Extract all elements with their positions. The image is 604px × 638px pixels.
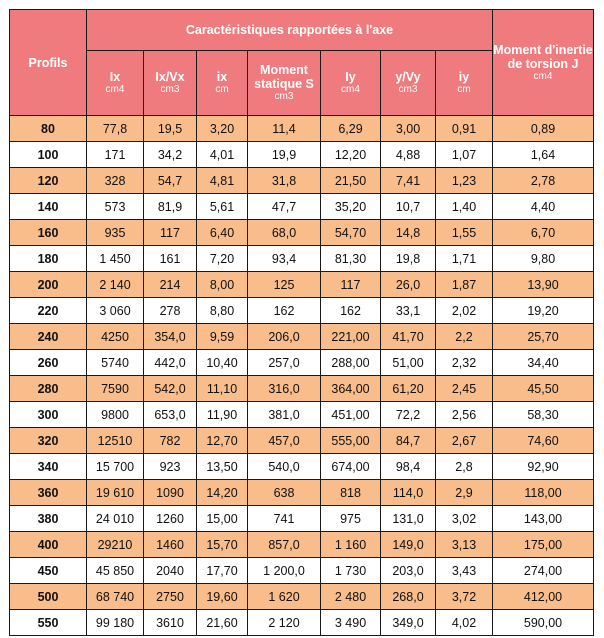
value-cell: 99 180: [87, 610, 144, 636]
value-cell: 54,70: [321, 220, 381, 246]
value-cell: 45,50: [493, 376, 594, 402]
value-cell: 3,02: [436, 506, 493, 532]
value-cell: 2 120: [248, 610, 321, 636]
value-cell: 117: [321, 272, 381, 298]
value-cell: 1090: [144, 480, 197, 506]
value-cell: 81,30: [321, 246, 381, 272]
value-cell: 58,30: [493, 402, 594, 428]
value-cell: 1,87: [436, 272, 493, 298]
column-label: Moment statique S: [254, 63, 314, 91]
profile-cell: 320: [10, 428, 87, 454]
value-cell: 118,00: [493, 480, 594, 506]
value-cell: 21,50: [321, 168, 381, 194]
value-cell: 7,41: [381, 168, 436, 194]
value-cell: 316,0: [248, 376, 321, 402]
value-cell: 1 200,0: [248, 558, 321, 584]
value-cell: 2,56: [436, 402, 493, 428]
value-cell: 7590: [87, 376, 144, 402]
value-cell: 2,67: [436, 428, 493, 454]
profile-cell: 260: [10, 350, 87, 376]
table-row: [10, 220, 594, 246]
value-cell: 2 480: [321, 584, 381, 610]
header-moment-statique: [248, 51, 321, 116]
value-cell: 9800: [87, 402, 144, 428]
value-cell: 3,13: [436, 532, 493, 558]
value-cell: 29210: [87, 532, 144, 558]
value-cell: 818: [321, 480, 381, 506]
value-cell: 8,80: [197, 298, 248, 324]
value-cell: 4,02: [436, 610, 493, 636]
header-iy-radius: [436, 51, 493, 116]
profile-cell: 300: [10, 402, 87, 428]
profile-cell: 380: [10, 506, 87, 532]
value-cell: 47,7: [248, 194, 321, 220]
table-row: [10, 428, 594, 454]
value-cell: 268,0: [381, 584, 436, 610]
header-profils: Profils: [10, 10, 87, 116]
value-cell: 17,70: [197, 558, 248, 584]
value-cell: 11,4: [248, 116, 321, 142]
value-cell: 1,23: [436, 168, 493, 194]
table-row: [10, 168, 594, 194]
value-cell: 162: [321, 298, 381, 324]
column-label: iy: [458, 70, 470, 84]
table-row: [10, 376, 594, 402]
value-cell: 72,2: [381, 402, 436, 428]
value-cell: 442,0: [144, 350, 197, 376]
value-cell: 125: [248, 272, 321, 298]
value-cell: 2,45: [436, 376, 493, 402]
profile-cell: 550: [10, 610, 87, 636]
table-row: [10, 454, 594, 480]
value-cell: 203,0: [381, 558, 436, 584]
value-cell: 741: [248, 506, 321, 532]
table-row: [10, 298, 594, 324]
header-ix-vx: [144, 51, 197, 116]
header-group-title: Caractéristiques rapportées à l'axe: [87, 10, 493, 51]
value-cell: 1260: [144, 506, 197, 532]
value-cell: 5740: [87, 350, 144, 376]
value-cell: 638: [248, 480, 321, 506]
header-ix: [87, 51, 144, 116]
value-cell: 19 610: [87, 480, 144, 506]
value-cell: 923: [144, 454, 197, 480]
value-cell: 14,20: [197, 480, 248, 506]
value-cell: 114,0: [381, 480, 436, 506]
column-unit: cm: [215, 84, 229, 95]
value-cell: 7,20: [197, 246, 248, 272]
value-cell: 2750: [144, 584, 197, 610]
value-cell: 84,7: [381, 428, 436, 454]
value-cell: 2,32: [436, 350, 493, 376]
value-cell: 34,40: [493, 350, 594, 376]
value-cell: 11,10: [197, 376, 248, 402]
value-cell: 3610: [144, 610, 197, 636]
table-row: [10, 116, 594, 142]
value-cell: 8,00: [197, 272, 248, 298]
table-row: [10, 402, 594, 428]
value-cell: 51,00: [381, 350, 436, 376]
value-cell: 6,70: [493, 220, 594, 246]
table-body: [10, 116, 594, 636]
value-cell: 3,43: [436, 558, 493, 584]
value-cell: 2,9: [436, 480, 493, 506]
profile-cell: 340: [10, 454, 87, 480]
value-cell: 34,2: [144, 142, 197, 168]
value-cell: 1 450: [87, 246, 144, 272]
value-cell: 381,0: [248, 402, 321, 428]
profile-cell: 220: [10, 298, 87, 324]
value-cell: 12,70: [197, 428, 248, 454]
value-cell: 6,40: [197, 220, 248, 246]
column-unit: cm: [457, 84, 471, 95]
column-label: y/Vy: [395, 70, 421, 84]
value-cell: 5,61: [197, 194, 248, 220]
value-cell: 542,0: [144, 376, 197, 402]
value-cell: 131,0: [381, 506, 436, 532]
value-cell: 15,00: [197, 506, 248, 532]
profile-cell: 240: [10, 324, 87, 350]
value-cell: 21,60: [197, 610, 248, 636]
value-cell: 1 620: [248, 584, 321, 610]
value-cell: 77,8: [87, 116, 144, 142]
header-torsion-label: Moment d'inertie de torsion J: [493, 42, 593, 71]
profile-cell: 140: [10, 194, 87, 220]
value-cell: 2 140: [87, 272, 144, 298]
value-cell: 4,81: [197, 168, 248, 194]
value-cell: 653,0: [144, 402, 197, 428]
value-cell: 555,00: [321, 428, 381, 454]
column-unit: cm4: [105, 84, 125, 95]
value-cell: 257,0: [248, 350, 321, 376]
column-unit: cm3: [160, 84, 180, 95]
value-cell: 14,8: [381, 220, 436, 246]
value-cell: 143,00: [493, 506, 594, 532]
value-cell: 92,90: [493, 454, 594, 480]
value-cell: 221,00: [321, 324, 381, 350]
value-cell: 349,0: [381, 610, 436, 636]
profile-cell: 450: [10, 558, 87, 584]
value-cell: 19,9: [248, 142, 321, 168]
table-row: [10, 246, 594, 272]
value-cell: 161: [144, 246, 197, 272]
value-cell: 1,55: [436, 220, 493, 246]
value-cell: 98,4: [381, 454, 436, 480]
value-cell: 19,20: [493, 298, 594, 324]
value-cell: 31,8: [248, 168, 321, 194]
column-unit: cm3: [398, 84, 418, 95]
table-row: [10, 272, 594, 298]
value-cell: 457,0: [248, 428, 321, 454]
value-cell: 1,40: [436, 194, 493, 220]
table-row: [10, 610, 594, 636]
profile-cell: 120: [10, 168, 87, 194]
value-cell: 175,00: [493, 532, 594, 558]
value-cell: 2,78: [493, 168, 594, 194]
value-cell: 26,0: [381, 272, 436, 298]
value-cell: 1,71: [436, 246, 493, 272]
value-cell: 364,00: [321, 376, 381, 402]
profile-cell: 360: [10, 480, 87, 506]
table-row: [10, 558, 594, 584]
value-cell: 2040: [144, 558, 197, 584]
value-cell: 0,89: [493, 116, 594, 142]
value-cell: 19,5: [144, 116, 197, 142]
value-cell: 68,0: [248, 220, 321, 246]
value-cell: 11,90: [197, 402, 248, 428]
value-cell: 3,20: [197, 116, 248, 142]
table-row: [10, 506, 594, 532]
profile-table-container: [9, 9, 594, 636]
value-cell: 25,70: [493, 324, 594, 350]
profile-cell: 280: [10, 376, 87, 402]
value-cell: 54,7: [144, 168, 197, 194]
value-cell: 451,00: [321, 402, 381, 428]
value-cell: 13,50: [197, 454, 248, 480]
profile-cell: 500: [10, 584, 87, 610]
value-cell: 81,9: [144, 194, 197, 220]
value-cell: 935: [87, 220, 144, 246]
value-cell: 540,0: [248, 454, 321, 480]
value-cell: 1460: [144, 532, 197, 558]
value-cell: 19,8: [381, 246, 436, 272]
value-cell: 573: [87, 194, 144, 220]
profile-cell: 160: [10, 220, 87, 246]
value-cell: 117: [144, 220, 197, 246]
profile-cell: 80: [10, 116, 87, 142]
value-cell: 93,4: [248, 246, 321, 272]
value-cell: 2,2: [436, 324, 493, 350]
column-label: Iy: [345, 70, 356, 84]
value-cell: 10,7: [381, 194, 436, 220]
table-row: [10, 584, 594, 610]
value-cell: 162: [248, 298, 321, 324]
column-unit: cm3: [274, 91, 294, 102]
value-cell: 24 010: [87, 506, 144, 532]
value-cell: 45 850: [87, 558, 144, 584]
value-cell: 328: [87, 168, 144, 194]
table-row: [10, 532, 594, 558]
value-cell: 61,20: [381, 376, 436, 402]
value-cell: 41,70: [381, 324, 436, 350]
profile-cell: 100: [10, 142, 87, 168]
header-torsion: [493, 10, 594, 116]
profile-cell: 180: [10, 246, 87, 272]
value-cell: 19,60: [197, 584, 248, 610]
value-cell: 10,40: [197, 350, 248, 376]
header-iy: [321, 51, 381, 116]
value-cell: 354,0: [144, 324, 197, 350]
value-cell: 3 490: [321, 610, 381, 636]
value-cell: 857,0: [248, 532, 321, 558]
table-row: [10, 350, 594, 376]
value-cell: 4250: [87, 324, 144, 350]
value-cell: 15 700: [87, 454, 144, 480]
profile-cell: 200: [10, 272, 87, 298]
value-cell: 206,0: [248, 324, 321, 350]
value-cell: 288,00: [321, 350, 381, 376]
value-cell: 278: [144, 298, 197, 324]
value-cell: 2,8: [436, 454, 493, 480]
value-cell: 74,60: [493, 428, 594, 454]
value-cell: 4,88: [381, 142, 436, 168]
value-cell: 0,91: [436, 116, 493, 142]
value-cell: 274,00: [493, 558, 594, 584]
value-cell: 35,20: [321, 194, 381, 220]
value-cell: 214: [144, 272, 197, 298]
value-cell: 13,90: [493, 272, 594, 298]
table-row: [10, 324, 594, 350]
value-cell: 975: [321, 506, 381, 532]
column-label: Ix: [109, 70, 121, 84]
table-row: [10, 142, 594, 168]
value-cell: 1,64: [493, 142, 594, 168]
column-label: Ix/Vx: [155, 70, 185, 84]
value-cell: 9,59: [197, 324, 248, 350]
value-cell: 4,40: [493, 194, 594, 220]
value-cell: 3,00: [381, 116, 436, 142]
value-cell: 9,80: [493, 246, 594, 272]
value-cell: 149,0: [381, 532, 436, 558]
value-cell: 2,02: [436, 298, 493, 324]
value-cell: 1 730: [321, 558, 381, 584]
value-cell: 1,07: [436, 142, 493, 168]
value-cell: 412,00: [493, 584, 594, 610]
value-cell: 12,20: [321, 142, 381, 168]
value-cell: 4,01: [197, 142, 248, 168]
table-row: [10, 194, 594, 220]
profile-properties-table: [9, 9, 594, 636]
value-cell: 15,70: [197, 532, 248, 558]
header-torsion-unit: cm4: [533, 70, 553, 82]
value-cell: 590,00: [493, 610, 594, 636]
value-cell: 12510: [87, 428, 144, 454]
value-cell: 6,29: [321, 116, 381, 142]
table-row: [10, 480, 594, 506]
column-label: ix: [216, 70, 228, 84]
value-cell: 3 060: [87, 298, 144, 324]
header-ix-radius: [197, 51, 248, 116]
value-cell: 171: [87, 142, 144, 168]
value-cell: 674,00: [321, 454, 381, 480]
header-y-vy: [381, 51, 436, 116]
column-unit: cm4: [341, 84, 360, 95]
value-cell: 33,1: [381, 298, 436, 324]
value-cell: 782: [144, 428, 197, 454]
value-cell: 68 740: [87, 584, 144, 610]
value-cell: 3,72: [436, 584, 493, 610]
profile-cell: 400: [10, 532, 87, 558]
value-cell: 1 160: [321, 532, 381, 558]
